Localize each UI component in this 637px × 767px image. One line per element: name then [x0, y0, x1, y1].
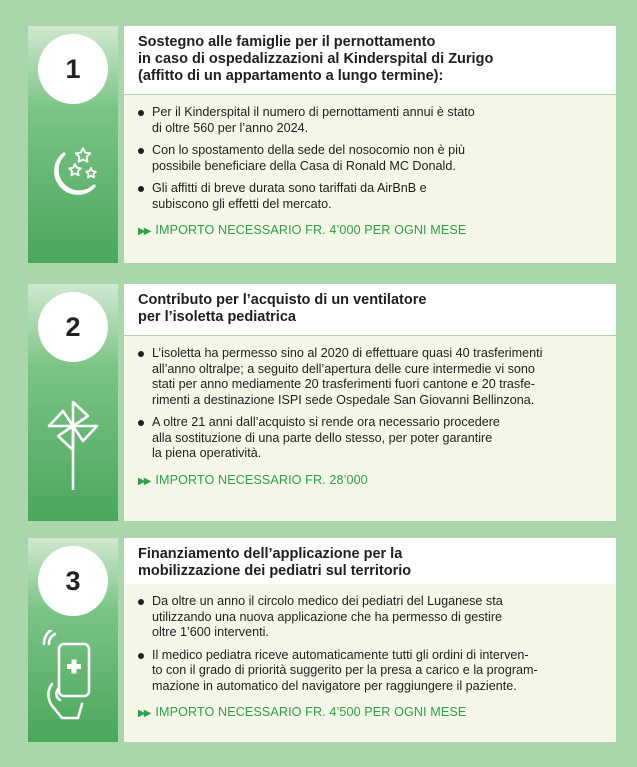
- section-2-number: 2: [38, 292, 108, 362]
- section-3-sidebar: [28, 538, 118, 742]
- section-1-sidebar: [28, 26, 118, 263]
- double-arrow-icon: ▶▶: [138, 708, 150, 719]
- section-1-amount: ▶▶ IMPORTO NECESSARIO FR. 4’000 PER OGNI MESE: [138, 223, 467, 237]
- list-item: Con lo spostamento della sede del nosocomio non è più possibile beneficiare della Casa di Ronald MC Donald.: [138, 143, 602, 174]
- section-3-title: Finanziamento dell’applicazione per la mobilizzazione dei pediatri sul territorio: [124, 538, 616, 589]
- section-1: [28, 26, 616, 263]
- section-1-body: [124, 95, 616, 263]
- pinwheel-icon: [42, 394, 104, 494]
- list-item: Per il Kinderspital il numero di pernottamenti annui è stato di oltre 560 per l’anno 2024.: [138, 105, 602, 136]
- list-item: Da oltre un anno il circolo medico dei pediatri del Luganese sta utilizzando una nuova applicazione che ha permesso di gestire oltre 1’600 interventi.: [138, 594, 602, 641]
- section-2-title: Contributo per l’acquisto di un ventilatore per l’isoletta pediatrica: [124, 284, 616, 335]
- list-item: Gli affitti di breve durata sono tariffati da AirBnB e subiscono gli effetti del mercato.: [138, 181, 602, 212]
- section-1-number: 1: [38, 34, 108, 104]
- section-2-content: [124, 284, 616, 521]
- moon-stars-icon: [42, 144, 104, 206]
- section-3-number: 3: [38, 546, 108, 616]
- double-arrow-icon: ▶▶: [138, 475, 150, 487]
- double-arrow-icon: ▶▶: [138, 226, 150, 237]
- section-1-bullet-list: [138, 105, 602, 212]
- list-item: Il medico pediatra riceve automaticamente tutti gli ordini di interven- to con il grado di priorità suggerito per la presa a carico e la program- mazione in automatico del navigatore per raggiungere il paziente.: [138, 648, 602, 695]
- section-1-title: Sostegno alle famiglie per il pernottamento in caso di ospedalizzazioni al Kinderspital di Zurigo (affitto di un appartamento a lungo termine):: [124, 26, 616, 94]
- section-1-content: [124, 26, 616, 263]
- section-2-sidebar: [28, 284, 118, 521]
- section-3-amount: ▶▶ IMPORTO NECESSARIO FR. 4’500 PER OGNI MESE: [138, 705, 467, 719]
- list-item: A oltre 21 anni dall’acquisto si rende ora necessario procedere alla sostituzione di una parte dello stesso, per poter garantire la piena operatività.: [138, 415, 602, 462]
- section-2-amount: ▶▶ IMPORTO NECESSARIO FR. 28’000: [138, 472, 368, 487]
- section-3-body: [124, 584, 616, 742]
- section-3-content: [124, 538, 616, 742]
- smartphone-medical-icon: [42, 630, 104, 726]
- section-3-bullet-list: [138, 594, 602, 694]
- section-2: [28, 284, 616, 521]
- section-2-bullet-list: [138, 346, 602, 462]
- section-3: [28, 538, 616, 742]
- list-item: L’isoletta ha permesso sino al 2020 di effettuare quasi 40 trasferimenti all’anno oltralpe; a seguito dell’apertura delle cure intermedie vi sono stati per anno mediamente 20 trasferimenti fuori cantone e 20 trasfe- rimenti a destinazione ISPI sede Ospedale San Giovanni Bellinzona.: [138, 346, 602, 408]
- section-2-body: [124, 336, 616, 521]
